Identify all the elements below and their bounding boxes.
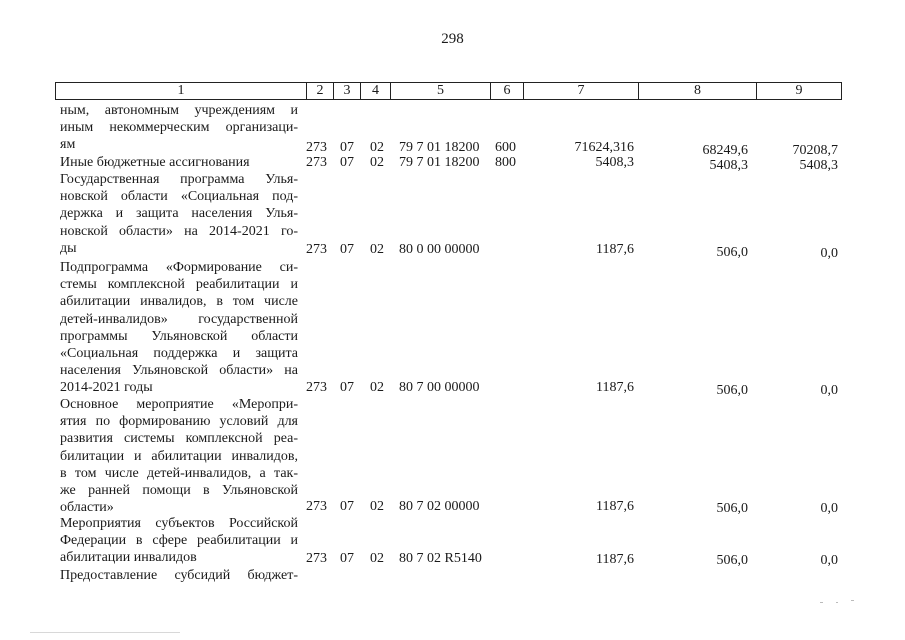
description-line: абилитации инвалидов bbox=[60, 550, 197, 566]
cell-col8: 68249,6 bbox=[702, 143, 748, 158]
description-line: программы Ульяновской области bbox=[60, 328, 298, 344]
column-header-5: 5 bbox=[390, 83, 490, 99]
cell-col5: 80 0 00 00000 bbox=[399, 242, 480, 257]
description-line: Иные бюджетные ассигнования bbox=[60, 155, 250, 170]
cell-col3: 07 bbox=[340, 140, 354, 155]
column-header-1: 1 bbox=[177, 83, 185, 98]
cell-col9: 0,0 bbox=[820, 501, 838, 516]
scan-speck bbox=[836, 602, 838, 603]
cell-col4: 02 bbox=[370, 242, 384, 257]
cell-col9: 0,0 bbox=[820, 246, 838, 261]
page-number: 298 bbox=[441, 31, 464, 47]
row-description bbox=[60, 171, 298, 257]
cell-col9: 0,0 bbox=[820, 553, 838, 568]
description-line: ды bbox=[60, 240, 77, 256]
description-line: детей-инвалидов» государственной bbox=[60, 311, 298, 327]
cell-col2: 273 bbox=[306, 140, 327, 155]
row-description bbox=[60, 259, 298, 397]
cell-col3: 07 bbox=[340, 155, 354, 170]
description-line: иным некоммерческим организаци- bbox=[60, 120, 298, 136]
description-line: новской области «Социальная под- bbox=[60, 189, 298, 205]
cell-col7: 1187,6 bbox=[596, 499, 634, 514]
description-line: держка и защита населения Улья- bbox=[60, 206, 298, 222]
cell-col7: 1187,6 bbox=[596, 242, 634, 257]
description-line: ятия по формированию условий для bbox=[60, 414, 298, 430]
cell-col2: 273 bbox=[306, 155, 327, 170]
cell-col5: 79 7 01 18200 bbox=[399, 155, 480, 170]
column-header-2: 2 bbox=[306, 83, 333, 99]
description-line: области» bbox=[60, 500, 114, 516]
description-line: населения Ульяновской области» на bbox=[60, 363, 298, 379]
cell-col4: 02 bbox=[370, 155, 384, 170]
row-description bbox=[60, 515, 298, 567]
cell-col7: 71624,316 bbox=[574, 140, 634, 155]
table-header-row bbox=[55, 82, 842, 100]
cell-col6: 800 bbox=[495, 155, 516, 170]
cell-col5: 80 7 00 00000 bbox=[399, 380, 480, 395]
column-header-3: 3 bbox=[333, 83, 360, 99]
description-line: абилитации инвалидов, в том числе bbox=[60, 294, 298, 310]
description-line: Подпрограмма «Формирование си- bbox=[60, 260, 298, 275]
cell-col8: 506,0 bbox=[716, 383, 748, 398]
description-line: же ранней помощи в Ульяновской bbox=[60, 482, 298, 498]
cell-col3: 07 bbox=[340, 551, 354, 566]
cell-col4: 02 bbox=[370, 551, 384, 566]
cell-col8: 506,0 bbox=[716, 245, 748, 260]
description-line: развития системы комплексной реа- bbox=[60, 431, 298, 447]
cell-col2: 273 bbox=[306, 380, 327, 395]
description-line: в том числе детей-инвалидов, а так- bbox=[60, 465, 298, 481]
scan-speck bbox=[820, 602, 823, 603]
row-description bbox=[60, 102, 298, 154]
column-header-8: 8 bbox=[638, 83, 756, 99]
description-line: Основное мероприятие «Меропри- bbox=[60, 397, 298, 412]
cell-col4: 02 bbox=[370, 380, 384, 395]
cell-col5: 79 7 01 18200 bbox=[399, 140, 480, 155]
description-line: билитации и абилитации инвалидов, bbox=[60, 448, 298, 464]
column-header-7: 7 bbox=[523, 83, 638, 99]
cell-col9: 0,0 bbox=[820, 383, 838, 398]
description-line: Предоставление субсидий бюджет- bbox=[60, 568, 298, 583]
column-header-6: 6 bbox=[490, 83, 523, 99]
cell-col7: 1187,6 bbox=[596, 552, 634, 567]
scan-edge bbox=[30, 632, 180, 633]
cell-col8: 5408,3 bbox=[709, 158, 748, 173]
description-line: «Социальная поддержка и защита bbox=[60, 345, 298, 361]
description-line: ным, автономным учреждениям и bbox=[60, 103, 298, 118]
row-description bbox=[60, 154, 298, 171]
cell-col8: 506,0 bbox=[716, 501, 748, 516]
cell-col5: 80 7 02 R5140 bbox=[399, 551, 482, 566]
cell-col2: 273 bbox=[306, 551, 327, 566]
cell-col7: 5408,3 bbox=[595, 155, 634, 170]
cell-col4: 02 bbox=[370, 499, 384, 514]
description-line: стемы комплексной реабилитации и bbox=[60, 277, 298, 293]
cell-col7: 1187,6 bbox=[596, 380, 634, 395]
cell-col2: 273 bbox=[306, 242, 327, 257]
description-line: Федерации в сфере реабилитации и bbox=[60, 533, 298, 549]
description-line: Государственная программа Улья- bbox=[60, 172, 298, 187]
cell-col3: 07 bbox=[340, 380, 354, 395]
cell-col3: 07 bbox=[340, 242, 354, 257]
cell-col8: 506,0 bbox=[716, 553, 748, 568]
row-description bbox=[60, 396, 298, 516]
column-header-9: 9 bbox=[756, 83, 841, 99]
description-line: 2014-2021 годы bbox=[60, 380, 153, 396]
cell-col9: 70208,7 bbox=[792, 143, 838, 158]
cell-col6: 600 bbox=[495, 140, 516, 155]
scan-speck bbox=[851, 600, 854, 601]
column-header-4: 4 bbox=[360, 83, 390, 99]
cell-col2: 273 bbox=[306, 499, 327, 514]
cell-col4: 02 bbox=[370, 140, 384, 155]
description-line: ям bbox=[60, 137, 76, 153]
cell-col5: 80 7 02 00000 bbox=[399, 499, 480, 514]
description-line: новской области» на 2014-2021 го- bbox=[60, 223, 298, 239]
cell-col3: 07 bbox=[340, 499, 354, 514]
cell-col9: 5408,3 bbox=[799, 158, 838, 173]
description-line: Мероприятия субъектов Российской bbox=[60, 516, 298, 531]
row-description bbox=[60, 567, 298, 584]
